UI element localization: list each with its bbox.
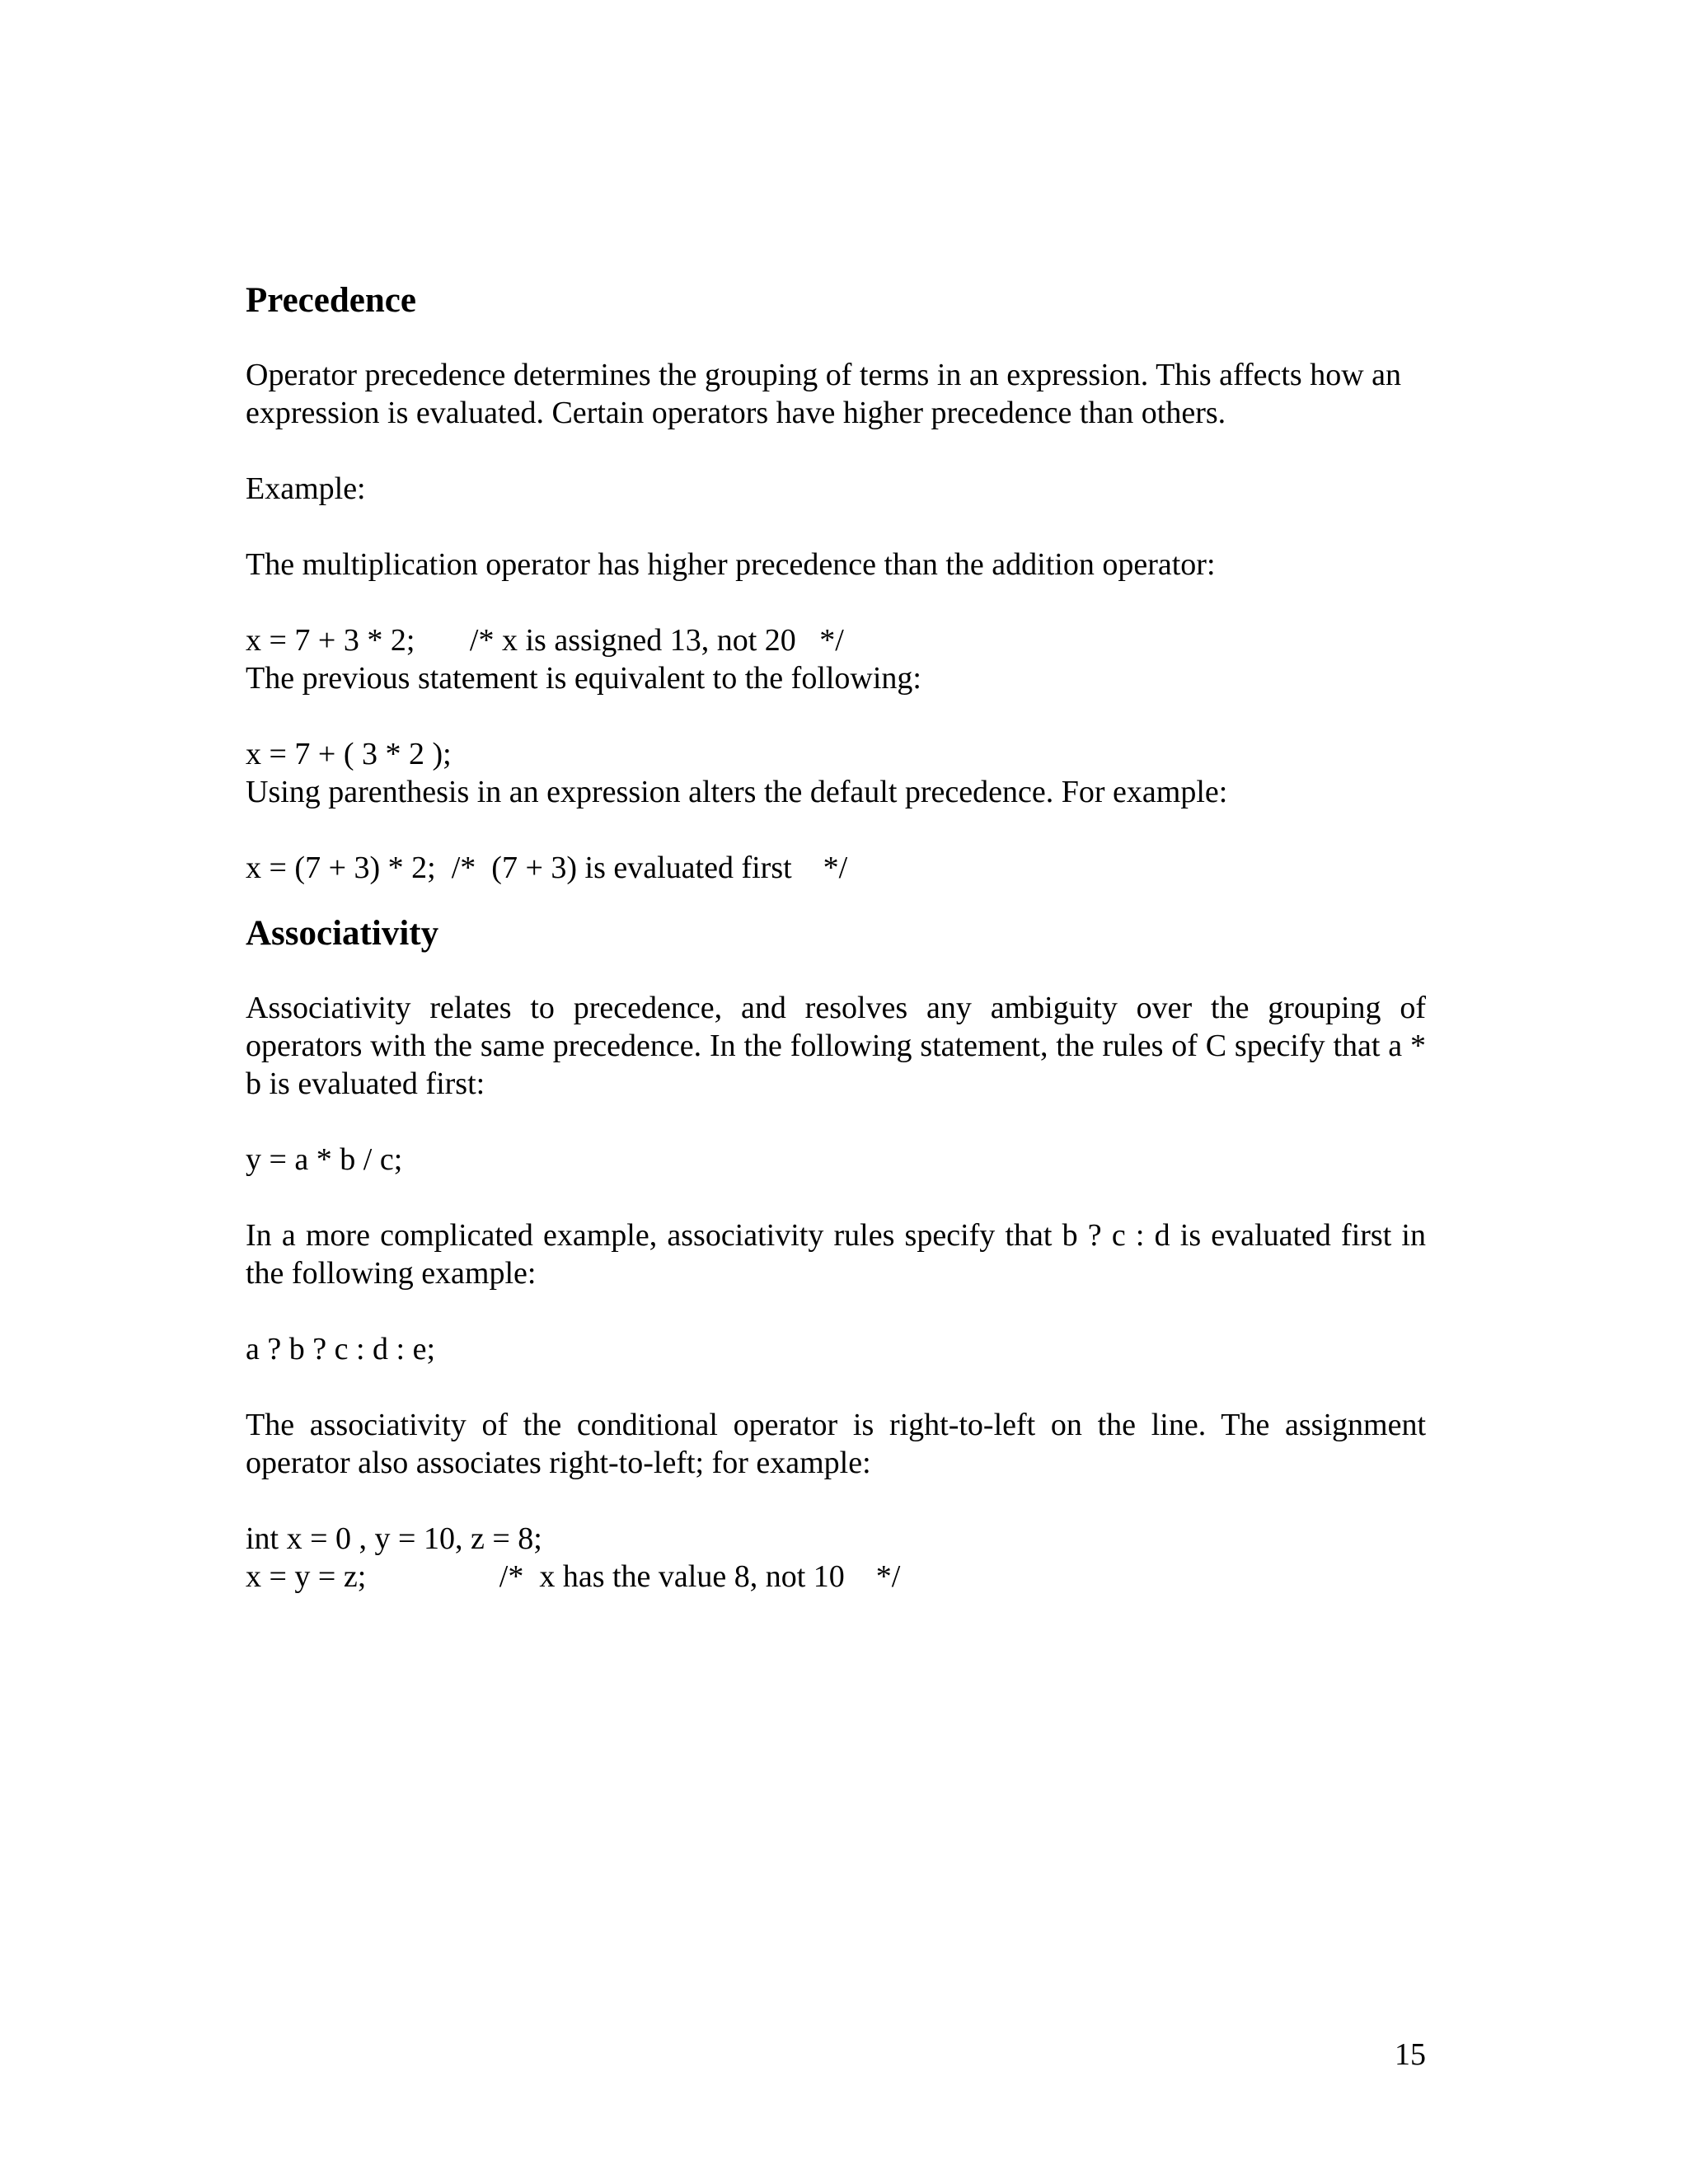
section-heading-precedence: Precedence [246, 281, 416, 320]
spacer [246, 956, 1426, 989]
complicated-example-note: In a more complicated example, associativity rules specify that b ? c : d is evaluated first in the following example: [246, 1218, 1426, 1291]
code-line-associativity-2: a ? b ? c : d : e; [246, 1332, 436, 1366]
spacer [246, 583, 1426, 621]
parenthesis-note: Using parenthesis in an expression alters the default precedence. For example: [246, 775, 1228, 809]
precedence-intro-paragraph: Operator precedence determines the grouping of terms in an expression. This affects how an expression is evaluated. Certain operators have higher precedence than others. [246, 358, 1402, 430]
code-line-associativity-1: y = a * b / c; [246, 1142, 403, 1177]
spacer [246, 811, 1426, 849]
spacer [246, 323, 1426, 356]
example-label: Example: [246, 471, 366, 506]
spacer [246, 1179, 1426, 1216]
associativity-intro-paragraph: Associativity relates to precedence, and resolves any ambiguity over the grouping of operators with the same precedence. In the following statement, the rules of C specify that a * b is evaluated first: [246, 991, 1426, 1101]
spacer [246, 1368, 1426, 1406]
spacer [246, 508, 1426, 546]
spacer [246, 697, 1426, 735]
equivalence-note: The previous statement is equivalent to the following: [246, 661, 921, 696]
section-heading-associativity: Associativity [246, 914, 439, 953]
spacer [246, 432, 1426, 470]
spacer [246, 1482, 1426, 1520]
spacer [246, 887, 1426, 912]
spacer [246, 1292, 1426, 1330]
code-line-precedence-1: x = 7 + 3 * 2; /* x is assigned 13, not 20 */ [246, 623, 844, 658]
multiplication-note: The multiplication operator has higher precedence than the addition operator: [246, 547, 1216, 582]
spacer [246, 1103, 1426, 1141]
page-number: 15 [1395, 2037, 1426, 2072]
code-line-precedence-2: x = 7 + ( 3 * 2 ); [246, 737, 452, 771]
code-line-associativity-3: int x = 0 , y = 10, z = 8; [246, 1521, 542, 1556]
code-line-associativity-4: x = y = z; /* x has the value 8, not 10 */ [246, 1559, 901, 1594]
conditional-operator-note: The associativity of the conditional operator is right-to-left on the line. The assignment operator also associates right-to-left; for example: [246, 1408, 1426, 1480]
page-content [246, 279, 1426, 1596]
code-line-precedence-3: x = (7 + 3) * 2; /* (7 + 3) is evaluated first */ [246, 851, 848, 885]
